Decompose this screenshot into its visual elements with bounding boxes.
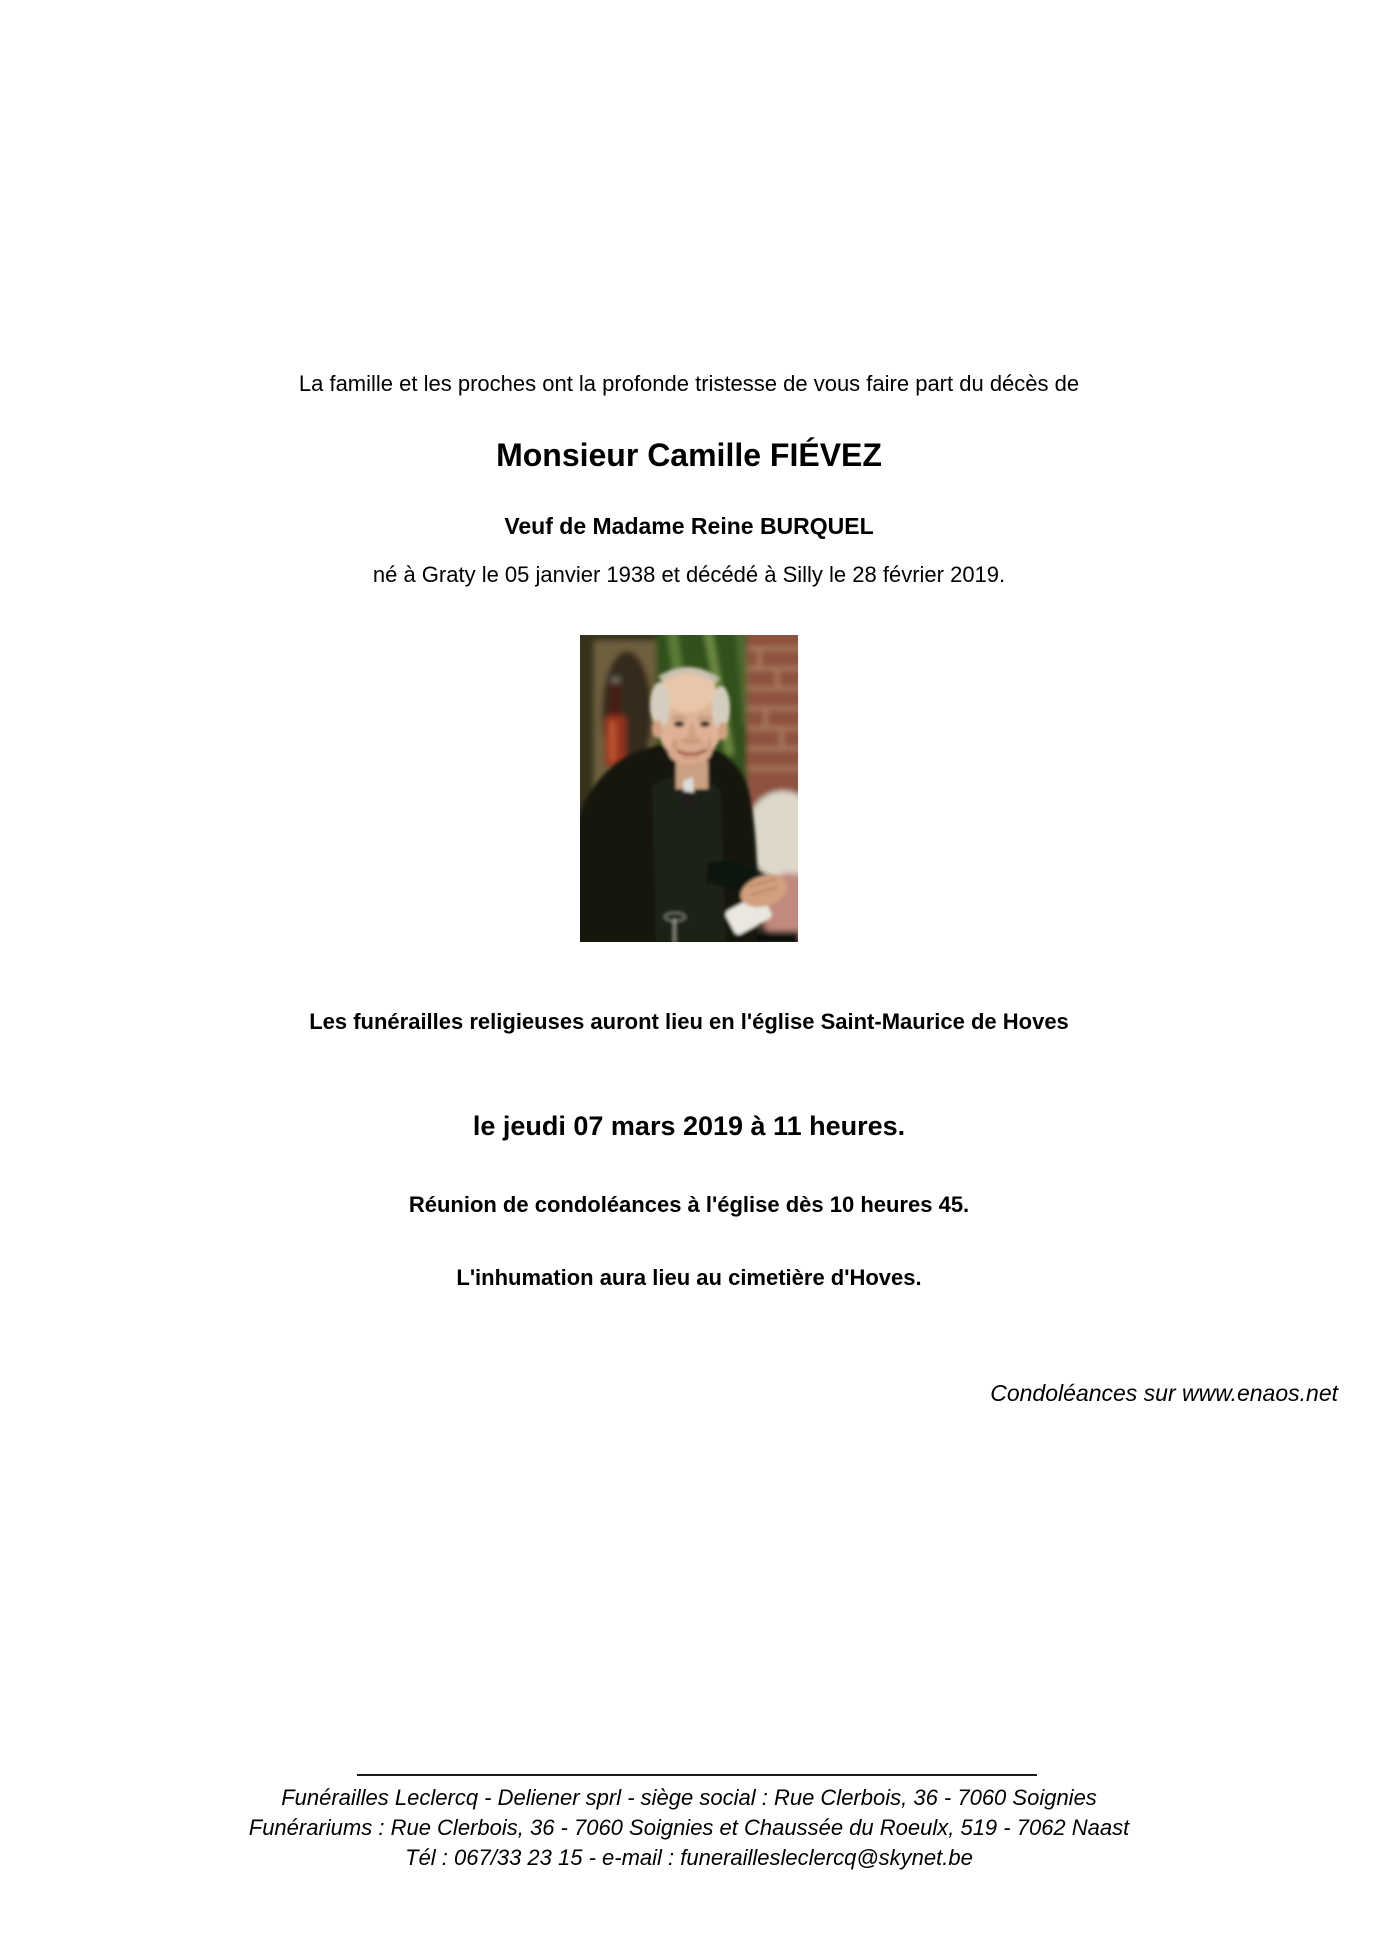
online-condolences-text: Condoléances sur www.enaos.net xyxy=(990,1380,1338,1406)
burial-text: L'inhumation aura lieu au cimetière d'Hoves. xyxy=(456,1265,922,1290)
ceremony-datetime-text: le jeudi 07 mars 2019 à 11 heures. xyxy=(472,1111,906,1141)
portrait-photo xyxy=(580,635,798,942)
birth-death-text: né à Graty le 05 janvier 1938 et décédé à Silly le 28 février 2019. xyxy=(372,562,1006,587)
ceremony-text: Les funérailles religieuses auront lieu en l'église Saint-Maurice de Hoves xyxy=(309,1009,1069,1034)
footer-line-1: Funérailles Leclercq - Deliener sprl - siège social : Rue Clerbois, 36 - 7060 Soignies xyxy=(281,1785,1097,1810)
footer-line-3: Tél : 067/33 23 15 - e-mail : funeraillesleclercq@skynet.be xyxy=(405,1845,973,1870)
footer-line-2: Funérariums : Rue Clerbois, 36 - 7060 Soignies et Chaussée du Roeulx, 519 - 7062 Naast xyxy=(248,1815,1130,1840)
footer xyxy=(0,1783,1378,1873)
relation-text: Veuf de Madame Reine BURQUEL xyxy=(504,513,874,539)
deceased-name: Monsieur Camille FIÉVEZ xyxy=(496,437,882,473)
condolence-meeting-text: Réunion de condoléances à l'église dès 10 heures 45. xyxy=(408,1192,970,1217)
footer-divider xyxy=(357,1774,1037,1776)
intro-text: La famille et les proches ont la profonde tristesse de vous faire part du décès de xyxy=(298,371,1080,396)
